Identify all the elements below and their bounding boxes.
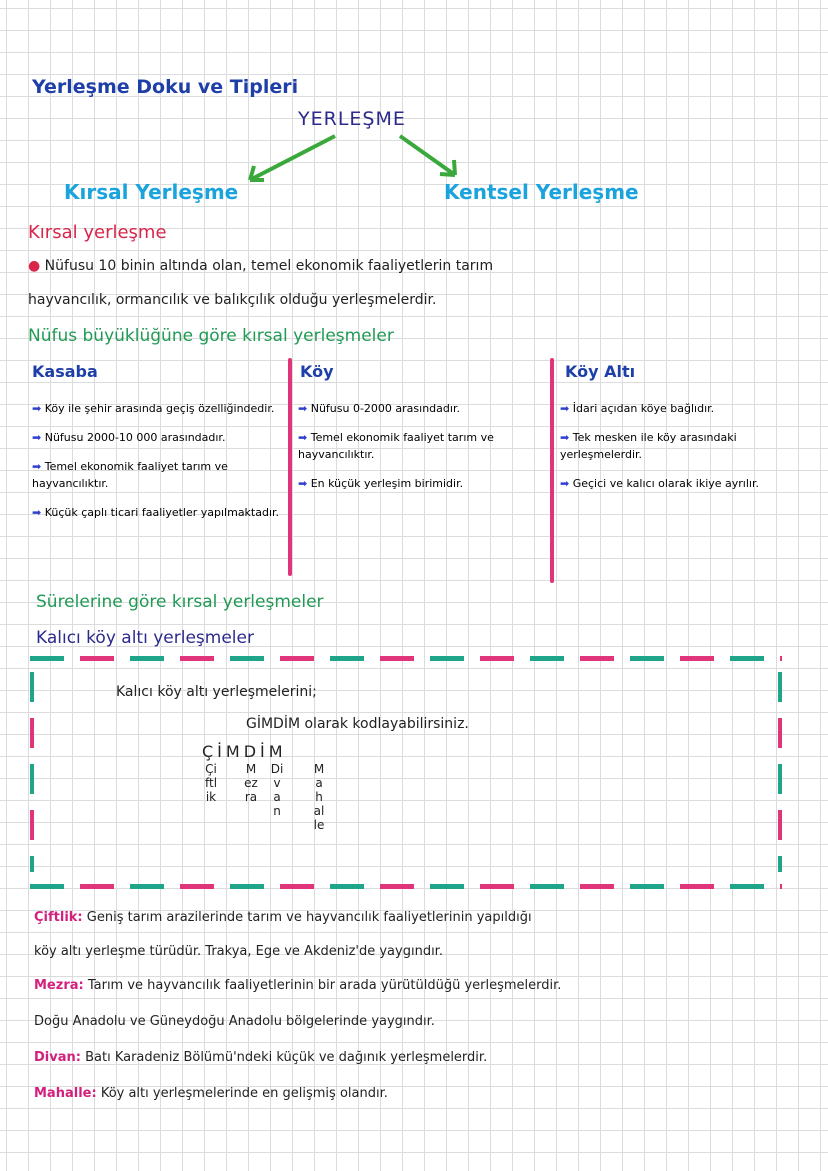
section-heading: Nüfus büyüklüğüne göre kırsal yerleşmeler — [28, 326, 394, 346]
branch-urban: Kentsel Yerleşme — [444, 180, 639, 204]
bullet-icon: ● — [28, 258, 45, 274]
box-border-right — [778, 672, 782, 872]
acrostic-word: Çiftlik — [204, 762, 218, 804]
column-divider — [288, 358, 292, 576]
definition-line: hayvancılık, ormancılık ve balıkçılık olduğu yerleşmelerdir. — [28, 292, 437, 308]
arrow-left-icon — [250, 136, 335, 180]
box-border-top — [30, 656, 782, 661]
column-title: Köy — [300, 362, 334, 381]
acrostic-word: Divan — [270, 762, 284, 818]
acrostic-word: Mezra — [244, 762, 258, 804]
column-koy-alti: ➡ İdari açıdan köye bağlıdır. ➡ Tek mesken ile köy arasındaki yerleşmelerdir. ➡ Geçici ve kalıcı olarak ikiye ayrılır. — [560, 402, 759, 490]
section-heading: Kırsal yerleşme — [28, 222, 167, 243]
definition-divan: Divan: Batı Karadeniz Bölümü'ndeki küçük ve dağınık yerleşmelerdir. — [34, 1050, 488, 1065]
column-kasaba: ➡ Köy ile şehir arasında geçiş özelliğindedir. ➡ Nüfusu 2000-10 000 arasındadır. ➡ Temel ekonomik faaliyet tarım ve hayvancılıktır. ➡ Küçük çaplı ticari faaliyetler yapılmaktadır. — [32, 402, 280, 519]
arrow-right-icon: ➡ — [560, 431, 570, 444]
box-text: Kalıcı köy altı yerleşmelerini; — [116, 684, 317, 700]
arrow-right-icon: ➡ — [560, 477, 570, 490]
box-border-left — [30, 672, 34, 872]
root-node: YERLEŞME — [298, 108, 406, 130]
box-text: GİMDİM olarak kodlayabilirsiniz. — [246, 716, 469, 732]
column-title: Köy Altı — [565, 362, 636, 381]
arrow-right-icon: ➡ — [298, 402, 308, 415]
section-heading: Sürelerine göre kırsal yerleşmeler — [36, 592, 324, 612]
arrow-right-icon: ➡ — [298, 431, 308, 444]
definition-mahalle: Mahalle: Köy altı yerleşmelerinde en gelişmiş olandır. — [34, 1086, 388, 1101]
column-divider — [550, 358, 554, 583]
arrow-right-icon: ➡ — [298, 477, 308, 490]
branch-rural: Kırsal Yerleşme — [64, 180, 239, 204]
definition-ciftlik: Çiftlik: Geniş tarım arazilerinde tarım ve hayvancılık faaliyetlerinin yapıldığı — [34, 910, 532, 925]
definition-mezra: Mezra: Tarım ve hayvancılık faaliyetlerinin bir arada yürütüldüğü yerleşmelerdir. — [34, 978, 562, 993]
arrow-right-icon: ➡ — [32, 402, 42, 415]
arrow-right-icon: ➡ — [32, 506, 42, 519]
branch-arrows — [230, 130, 480, 190]
column-title: Kasaba — [32, 362, 98, 381]
page-title: Yerleşme Doku ve Tipleri — [32, 76, 299, 98]
definition-line: Doğu Anadolu ve Güneydoğu Anadolu bölgelerinde yaygındır. — [34, 1014, 435, 1029]
arrow-right-icon — [400, 136, 455, 175]
box-border-bottom — [30, 884, 782, 889]
acrostic-word: Mahalle — [313, 762, 325, 832]
arrow-right-icon: ➡ — [32, 460, 42, 473]
arrow-right-icon: ➡ — [32, 431, 42, 444]
definition-line: ● Nüfusu 10 binin altında olan, temel ekonomik faaliyetlerin tarım — [28, 258, 494, 274]
column-koy: ➡ Nüfusu 0-2000 arasındadır. ➡ Temel ekonomik faaliyet tarım ve hayvancılıktır. ➡ En küçük yerleşim birimidir. — [298, 402, 494, 490]
acrostic-head: ÇİMDİM — [202, 742, 287, 761]
sub-heading: Kalıcı köy altı yerleşmeler — [36, 628, 254, 648]
arrow-right-icon: ➡ — [560, 402, 570, 415]
definition-line: köy altı yerleşme türüdür. Trakya, Ege ve Akdeniz'de yaygındır. — [34, 944, 443, 959]
